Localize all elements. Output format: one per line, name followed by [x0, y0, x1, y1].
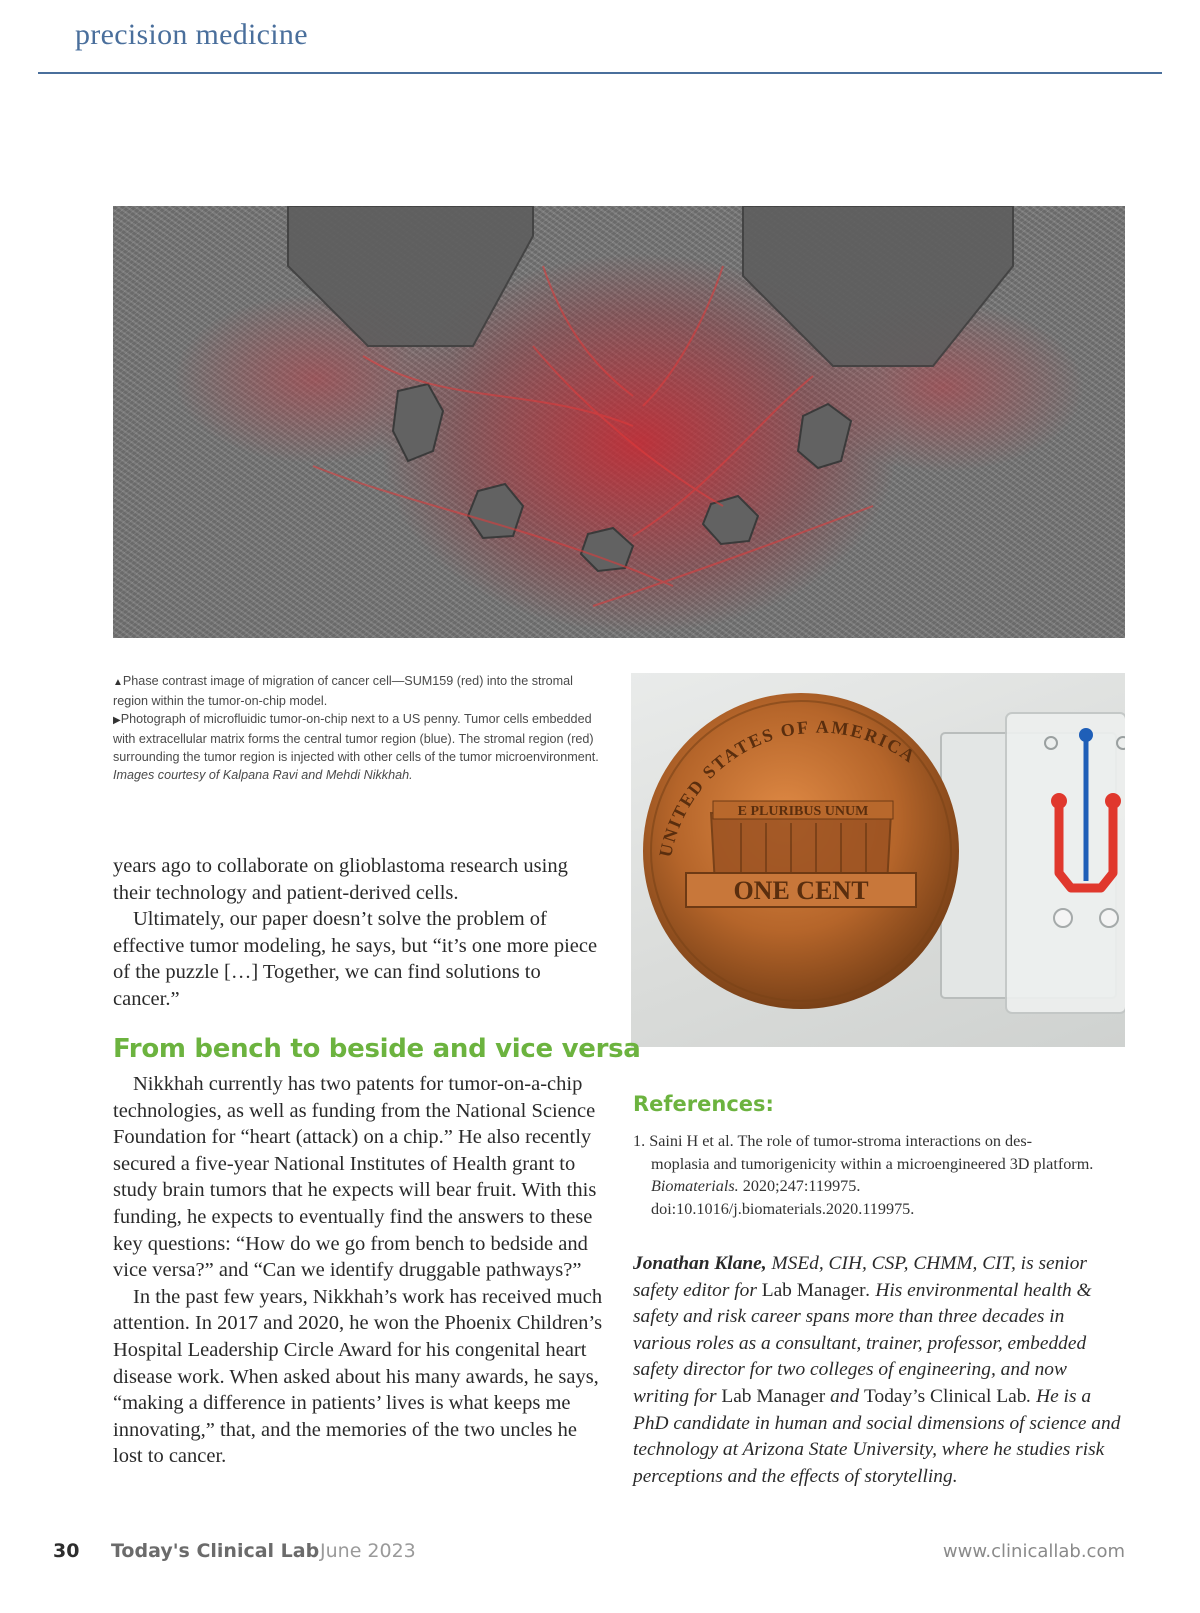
micrograph-image	[113, 206, 1125, 638]
figure-caption	[113, 672, 605, 784]
body-text-top	[113, 853, 605, 1013]
penny-chip-photo	[631, 673, 1125, 1047]
penny-legend: UNITED STATES OF AMERICA	[655, 716, 921, 859]
body-paragraph-4: In the past few years, Nikkhah’s work has received much attention. In 2017 and 2020, he won the Phoenix Children’s Hospital Leadership Circle Award for his congenital heart disease work. When asked about his many awards, he says, “making a difference in patients’ lives is what keeps me innovating,” that, and the memories of the two uncles he lost to cancer.	[113, 1285, 603, 1468]
caption-line-1: ▲Phase contrast image of migration of cancer cell—SUM159 (red) into the stromal region within the tumor-on-chip model.	[113, 674, 573, 708]
body-paragraph-3: Nikkhah currently has two patents for tumor-on-a-chip technologies, as well as funding from the National Science Foundation for “heart (attack) on a chip.” He also recently secured a five-year National Institutes of Health grant to study brain tumors that he expects will bear fruit. With this funding, he expects to eventually find the answers to these key questions: “How do we go from bench to bedside and vice versa?” and “Can we identify druggable pathways?”	[113, 1073, 597, 1282]
caption-line-2: ▶Photograph of microfluidic tumor-on-chip next to a US penny. Tumor cells embedded with extracellular matrix forms the central tumor region (blue). The stromal region (red) surrounding the tumor region is injected with other cells of the tumor microenvironment. Images courtesy of Kalpana Ravi and Mehdi Nikkhah.	[113, 712, 599, 782]
magazine-name: Today's Clinical Lab	[111, 1540, 320, 1562]
section-label: precision medicine	[75, 18, 308, 51]
body-paragraph-1: years ago to collaborate on glioblastoma research using their technology and patient-derived cells.	[113, 855, 568, 904]
website-link[interactable]: www.clinicallab.com	[942, 1541, 1125, 1562]
image-credit: Images courtesy of Kalpana Ravi and Mehdi Nikkhah.	[113, 768, 413, 782]
page-number: 30	[53, 1540, 80, 1562]
issue-date: June 2023	[320, 1540, 416, 1562]
section-subheading: From bench to beside and vice versa	[113, 1034, 641, 1064]
penny-motto: E PLURIBUS UNUM	[737, 804, 869, 819]
author-name: Jonathan Klane,	[633, 1253, 767, 1274]
publication-name: Lab Manager	[761, 1279, 866, 1301]
publication-name: Today’s Clinical Lab	[864, 1385, 1027, 1407]
journal-name: Biomaterials.	[651, 1177, 739, 1195]
publication-name: Lab Manager	[721, 1385, 826, 1407]
up-triangle-icon: ▲	[113, 677, 123, 688]
body-paragraph-2: Ultimately, our paper doesn’t solve the problem of effective tumor modeling, he says, but “it’s one more piece of the puzzle […] Together, we can find solutions to cancer.”	[113, 908, 598, 1010]
right-triangle-icon: ▶	[113, 715, 121, 726]
references-heading: References:	[633, 1092, 774, 1116]
body-text-bottom	[113, 1071, 605, 1470]
reference-item: 1. Saini H et al. The role of tumor-stroma interactions on des- moplasia and tumorigenicity within a microengineered 3D platform. Biomaterials. 2020;247:119975. doi:10.1016/j.biomaterials.2020.119975.	[633, 1132, 1094, 1218]
penny-value: ONE CENT	[733, 876, 869, 905]
header-rule	[38, 72, 1162, 74]
author-bio: Jonathan Klane, MSEd, CIH, CSP, CHMM, CIT, is senior safety editor for Lab Manager. His environmental health & safety and risk career spans more than three decades in various roles as a consultant, trainer, professor, embedded safety director for two colleges of engineering, and now writing for Lab Manager and Today’s Clinical Lab. He is a PhD candidate in human and social dimensions of science and technology at Arizona State University, where he studies risk perceptions and the effects of storytelling.	[633, 1253, 1121, 1487]
